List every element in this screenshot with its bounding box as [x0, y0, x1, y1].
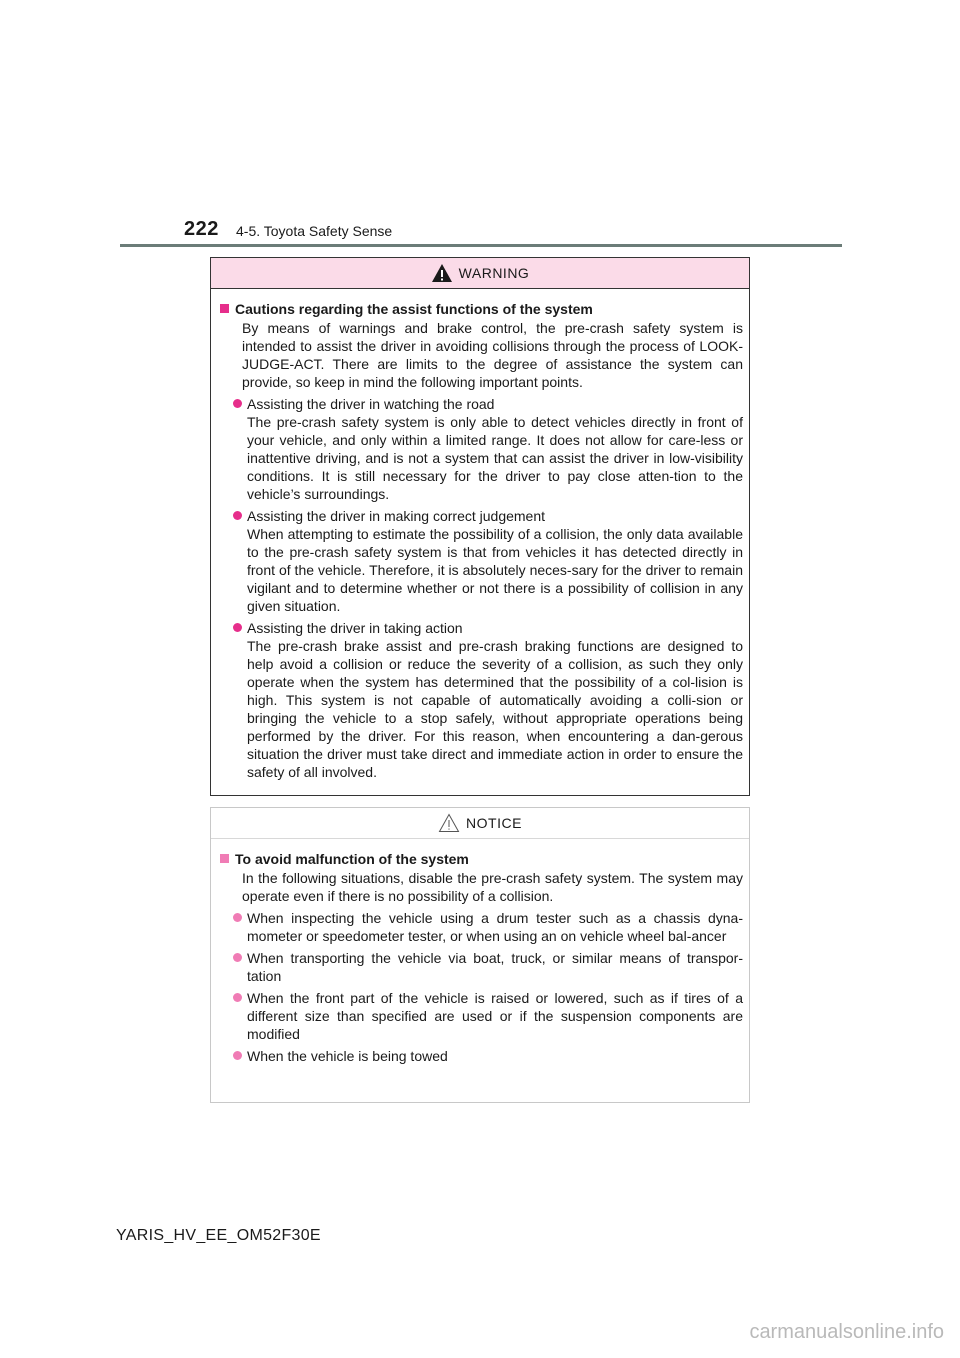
warning-label: WARNING — [458, 265, 530, 281]
notice-box — [210, 807, 750, 1103]
notice-triangle-icon — [438, 813, 460, 833]
notice-item — [220, 909, 743, 945]
warning-section-title-text: Cautions regarding the assist functions of the system — [235, 301, 593, 317]
header-divider — [120, 244, 842, 247]
notice-item-text: When the front part of the vehicle is raised or lowered, such as if tires of a different size than specified are used or if the suspension components are modified — [247, 990, 743, 1042]
warning-triangle-icon — [431, 263, 453, 283]
dot-bullet-icon — [233, 913, 242, 922]
notice-section-title-text: To avoid malfunction of the system — [235, 851, 469, 867]
warning-item-title: Assisting the driver in making correct judgement — [247, 508, 546, 524]
warning-item — [220, 395, 743, 503]
warning-item-title: Assisting the driver in watching the road — [247, 396, 495, 412]
notice-header — [211, 808, 749, 839]
warning-item-text: The pre-crash safety system is only able to detect vehicles directly in front of your vehicle, and only within a limited range. It does not allow for care-less or inattentive driving, and is not a system that can assist the driver in low-visibility conditions. It is still necessary for the driver to pay close atten-tion to the vehicle’s surroundings. — [247, 414, 743, 502]
dot-bullet-icon — [233, 399, 242, 408]
watermark: carmanualsonline.info — [749, 1321, 944, 1343]
square-bullet-icon — [220, 854, 229, 863]
section-title: 4-5. Toyota Safety Sense — [236, 223, 393, 239]
notice-body — [211, 839, 749, 1065]
notice-item-text: When transporting the vehicle via boat, truck, or similar means of transpor-tation — [247, 950, 743, 984]
dot-bullet-icon — [233, 511, 242, 520]
warning-intro: By means of warnings and brake control, the pre-crash safety system is intended to assist the driver in avoiding collisions through the process of LOOK-JUDGE-ACT. There are limits to the degree of assistance the system can provide, so keep in mind the following important points. — [242, 320, 743, 390]
warning-item-text: The pre-crash brake assist and pre-crash braking functions are designed to help avoid a collision or reduce the severity of a collision, as such they only operate when the system has determined that the possibility of a col-lision is high. This system is not capable of automatically avoiding a colli-sion or bringing the vehicle to a stop safely, without appropriate operations being performed by the driver. For this reason, when encountering a dan-gerous situation the driver must take direct and immediate action in order to ensure the safety of all involved. — [247, 638, 743, 780]
warning-box — [210, 257, 750, 796]
notice-item — [220, 1047, 743, 1065]
notice-item — [220, 989, 743, 1043]
warning-item-title: Assisting the driver in taking action — [247, 620, 463, 636]
dot-bullet-icon — [233, 623, 242, 632]
warning-item-text: When attempting to estimate the possibility of a collision, the only data available to the pre-crash safety system is that from vehicles it has detected directly in front of the vehicle. Therefore, it is absolutely neces-sary for the driver to remain vigilant and to determine whether or not there is a possibility of collision in any given situation. — [247, 526, 743, 614]
dot-bullet-icon — [233, 993, 242, 1002]
notice-section-title — [220, 850, 743, 868]
model-code: YARIS_HV_EE_OM52F30E — [116, 1227, 321, 1244]
warning-section-title — [220, 300, 743, 318]
dot-bullet-icon — [233, 1051, 242, 1060]
warning-item — [220, 619, 743, 781]
warning-body — [211, 289, 749, 781]
warning-header — [211, 258, 749, 289]
notice-item-text: When the vehicle is being towed — [247, 1048, 448, 1064]
notice-item-text: When inspecting the vehicle using a drum tester such as a chassis dyna-mometer or speedometer tester, or when using an on vehicle wheel bal-ancer — [247, 910, 743, 944]
notice-intro: In the following situations, disable the pre-crash safety system. The system may operate even if there is no possibility of a collision. — [242, 870, 743, 904]
notice-label: NOTICE — [466, 815, 522, 831]
page-number: 222 — [184, 218, 219, 240]
notice-item — [220, 949, 743, 985]
dot-bullet-icon — [233, 953, 242, 962]
square-bullet-icon — [220, 304, 229, 313]
warning-item — [220, 507, 743, 615]
